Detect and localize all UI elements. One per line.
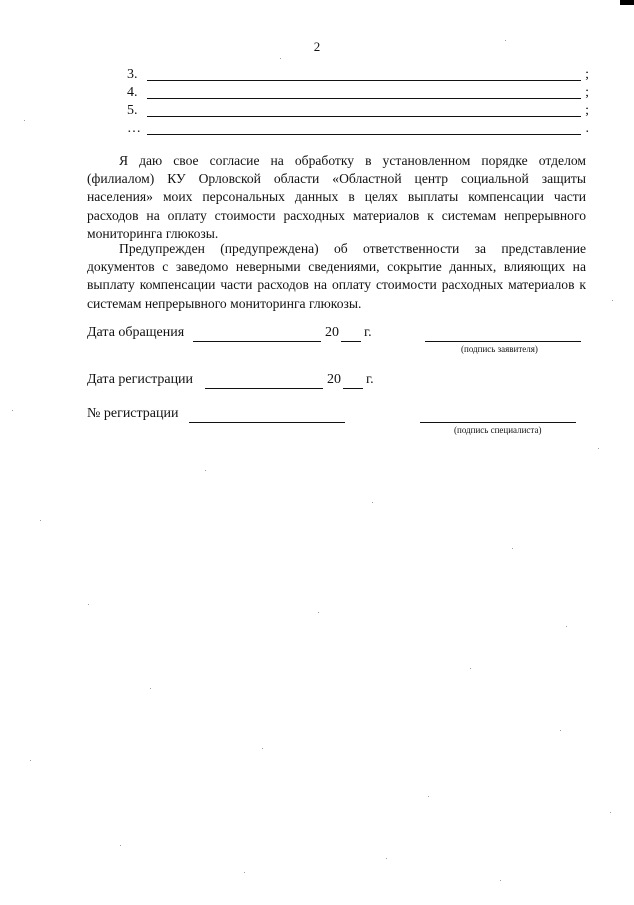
scan-corner-mark (620, 0, 634, 5)
line-number: 4. (127, 85, 138, 100)
fill-in-line (147, 80, 581, 81)
line-end-mark: ; (585, 103, 589, 118)
line-end-mark: ; (585, 67, 589, 82)
specialist-signature-line[interactable] (420, 422, 576, 423)
fill-in-line (147, 116, 581, 117)
specialist-signature-caption: (подпись специалиста) (454, 425, 542, 435)
blank-line-item (127, 121, 589, 137)
registration-year-suffix: г. (366, 372, 374, 387)
registration-year-field[interactable] (343, 388, 363, 389)
registration-date-label: Дата регистрации (87, 372, 194, 387)
line-number: 3. (127, 67, 138, 82)
registration-date-field[interactable] (205, 388, 323, 389)
registration-number-field[interactable] (189, 422, 345, 423)
registration-number-label: № регистрации (87, 406, 179, 421)
line-end-mark: ; (585, 85, 589, 100)
blank-line-item (127, 85, 589, 101)
fill-in-line (147, 98, 581, 99)
appeal-year-suffix: г. (364, 325, 372, 340)
applicant-signature-caption: (подпись заявителя) (461, 344, 538, 354)
appeal-date-field[interactable] (193, 341, 321, 342)
fill-in-line (147, 134, 581, 135)
responsibility-paragraph: Предупрежден (предупреждена) об ответственности за представление документов с заведомо неверными сведениями, сокрытие данных, влияющих на выплату компенсации части расходов на оплату стоимости расходных материалов к системам непрерывного мониторинга глюкозы. (87, 241, 586, 311)
registration-year-prefix: 20 (327, 372, 341, 387)
appeal-date-label: Дата обращения (87, 325, 185, 340)
line-number: 5. (127, 103, 138, 118)
line-number: … (127, 121, 141, 136)
appeal-year-field[interactable] (341, 341, 361, 342)
line-end-mark: . (585, 121, 589, 136)
applicant-signature-line[interactable] (425, 341, 581, 342)
consent-paragraph: Я даю свое согласие на обработку в установленном порядке отделом (филиалом) КУ Орловской области «Областной центр социальной защиты населения» моих персональных данных в целях выплаты компенсации части расходов на оплату стоимости расходных материалов к системам непрерывного мониторинга глюкозы. (87, 153, 586, 241)
blank-line-item (127, 103, 589, 119)
page-number: 2 (313, 39, 321, 54)
appeal-year-prefix: 20 (325, 325, 339, 340)
blank-line-item (127, 67, 589, 83)
